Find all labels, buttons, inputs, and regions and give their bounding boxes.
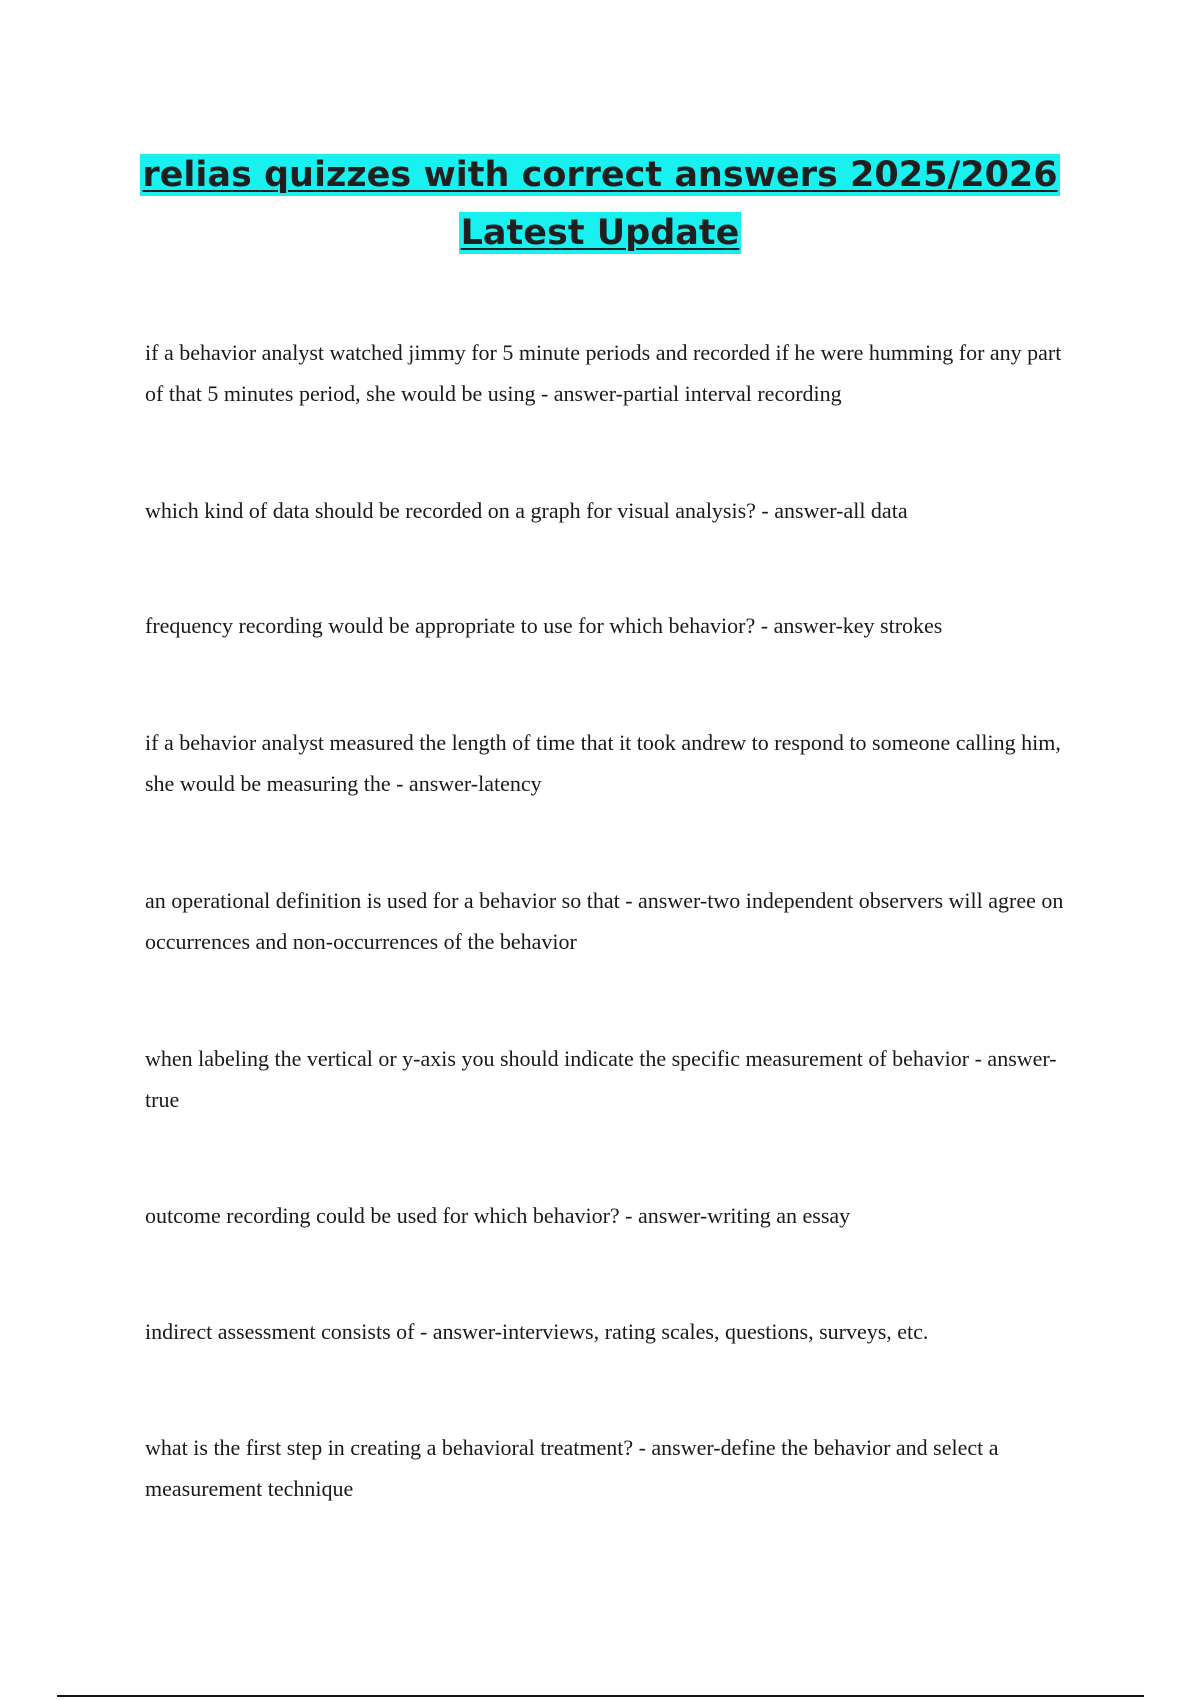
qa-item: which kind of data should be recorded on a graph for visual analysis? - answer-all data — [145, 498, 908, 523]
qa-item: an operational definition is used for a behavior so that - answer-two independent observers will agree on occurrences and non-occurrences of the behavior — [145, 888, 1064, 954]
qa-item: outcome recording could be used for which behavior? - answer-writing an essay — [145, 1203, 851, 1228]
qa-item: when labeling the vertical or y-axis you should indicate the specific measurement of behavior - answer-true — [145, 1046, 1057, 1112]
qa-item: if a behavior analyst watched jimmy for 5 minute periods and recorded if he were humming for any part of that 5 minutes period, she would be using - answer-partial interval recording — [145, 340, 1062, 406]
footer-rule — [57, 1695, 1144, 1697]
title-line-1 — [0, 146, 1200, 204]
qa-item: frequency recording would be appropriate to use for which behavior? - answer-key strokes — [145, 613, 943, 638]
qa-item: what is the first step in creating a behavioral treatment? - answer-define the behavior and select a measurement technique — [145, 1435, 999, 1501]
document-title — [0, 146, 1200, 262]
qa-item: indirect assessment consists of - answer-interviews, rating scales, questions, surveys, etc. — [145, 1319, 929, 1344]
title-line-2-text: Latest Update — [460, 213, 740, 253]
title-line-1-text: relias quizzes with correct answers 2025/2026 — [142, 155, 1058, 195]
qa-item: if a behavior analyst measured the length of time that it took andrew to respond to someone calling him, she would be measuring the - answer-latency — [145, 730, 1061, 796]
title-line-2 — [0, 204, 1200, 262]
